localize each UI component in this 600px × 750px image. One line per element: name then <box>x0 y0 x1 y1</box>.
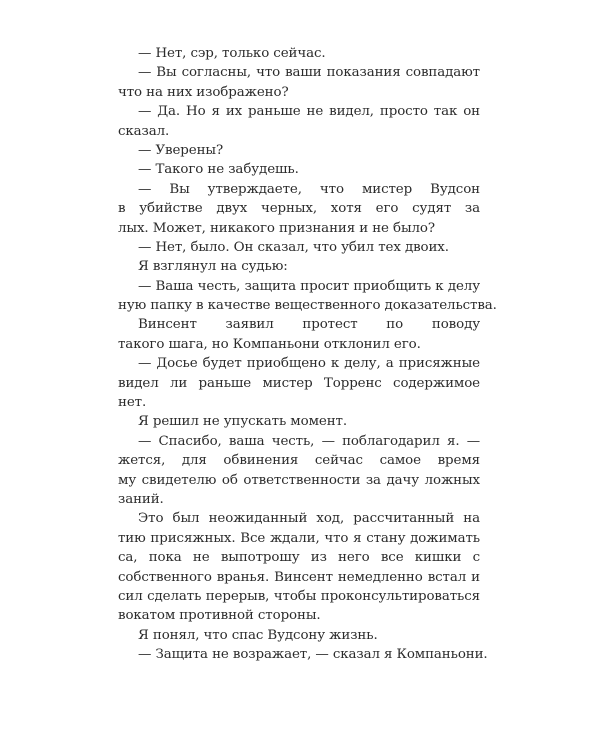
text-line: — Да. Но я их раньше не видел, просто так он <box>138 104 480 120</box>
text-line: в убийстве двух черных, хотя его судят за <box>118 201 480 217</box>
text-line: Я взглянул на судью: <box>138 259 288 275</box>
text-line: ную папку в качестве вещественного доказательства. <box>118 298 497 314</box>
text-line: — Уверены? <box>138 142 224 158</box>
text-line: — Спасибо, ваша честь, — поблагодарил я. — <box>138 433 480 449</box>
text-line: такого шага, но Компаньони отклонил его. <box>118 336 421 352</box>
text-line: — Вы согласны, что ваши показания совпадают <box>138 65 480 81</box>
text-line: — Такого не забудешь. <box>138 162 299 178</box>
text-line: Я решил не упускать момент. <box>138 414 348 430</box>
text-line: собственного вранья. Винсент немедленно встал и <box>118 569 480 585</box>
text-line: заний. <box>118 491 164 507</box>
text-line: Я понял, что спас Вудсону жизнь. <box>138 627 378 643</box>
text-line: са, пока не выпотрошу из него все кишки с <box>118 550 480 566</box>
text-line: сил сделать перерыв, чтобы проконсультироваться <box>118 588 480 604</box>
text-line: видел ли раньше мистер Торренс содержимое <box>118 375 480 391</box>
text-line: — Нет, сэр, только сейчас. <box>138 46 326 61</box>
text-line: тию присяжных. Все ждали, что я стану дожимать <box>118 530 480 546</box>
text-line: — Вы утверждаете, что мистер Вудсон <box>138 181 480 197</box>
text-line: — Защита не возражает, — сказал я Компаньони. <box>138 647 488 663</box>
text-line: — Нет, было. Он сказал, что убил тех двоих. <box>138 239 449 255</box>
text-line: — Ваша честь, защита просит приобщить к делу <box>138 278 480 294</box>
text-line: му свидетелю об ответственности за дачу ложных <box>118 472 480 488</box>
text-line: жется, для обвинения сейчас самое время <box>118 453 480 469</box>
text-line: что на них изображено? <box>118 84 289 100</box>
text-line: Винсент заявил протест по поводу <box>138 317 480 333</box>
body-text <box>118 44 497 665</box>
text-line: лых. Может, никакого признания и не было? <box>118 220 435 236</box>
text-line: Это был неожиданный ход, рассчитанный на <box>138 511 480 527</box>
text-line: сказал. <box>118 123 170 139</box>
text-line: — Досье будет приобщено к делу, а присяжные <box>138 356 480 372</box>
text-line: вокатом противной стороны. <box>118 608 321 624</box>
text-line: нет. <box>118 395 147 411</box>
